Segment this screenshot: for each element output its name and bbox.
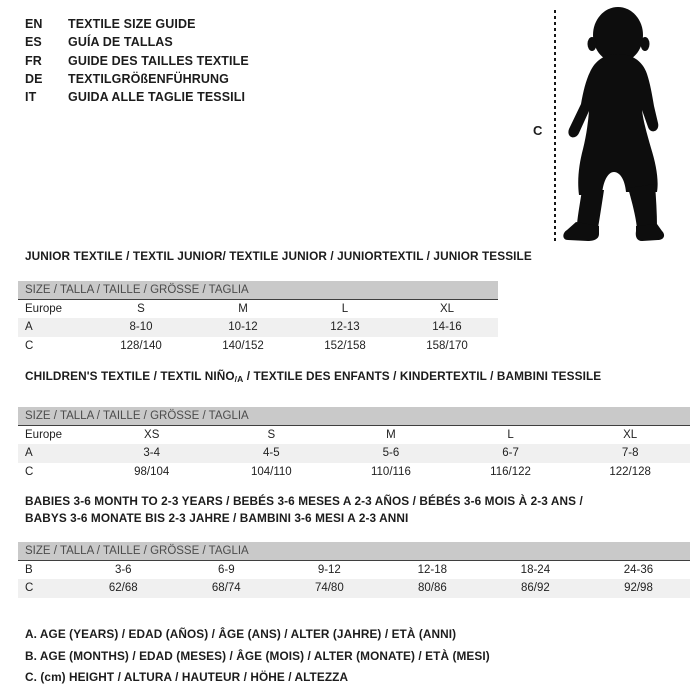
table-row	[18, 463, 690, 482]
size-cell: 128/140	[120, 339, 162, 352]
size-cell: 3-6	[72, 561, 175, 580]
size-cell: 80/86	[417, 582, 447, 595]
row-label: Europe	[18, 300, 90, 319]
section-title-line	[25, 248, 690, 265]
size-cell: M	[192, 300, 294, 319]
section-title-text: JUNIOR TEXTILE / TEXTIL JUNIOR/ TEXTILE JUNIOR / JUNIORTEXTIL / JUNIOR TESSILE	[25, 249, 532, 263]
size-header-bar: SIZE / TALLA / TAILLE / GRÖSSE / TAGLIA	[18, 281, 498, 299]
size-table	[18, 425, 690, 481]
size-cell: 18-24	[484, 561, 587, 580]
section-title-text: /A	[234, 374, 244, 384]
size-cell: 158/170	[426, 339, 468, 352]
size-cell: 7-8	[621, 447, 639, 460]
size-cell: 24-36	[587, 561, 690, 580]
table-row	[18, 318, 498, 337]
table-row	[18, 337, 498, 356]
table-row	[18, 579, 690, 598]
section-title-text: / TEXTILE DES ENFANTS / KINDERTEXTIL / BAMBINI TESSILE	[243, 369, 602, 383]
baby-silhouette-icon	[558, 4, 695, 246]
language-code: EN	[25, 17, 43, 31]
row-label: C	[25, 465, 34, 478]
size-cell: 4-5	[263, 447, 280, 460]
size-cell: L	[294, 300, 396, 319]
section-title-text: CHILDREN'S TEXTILE / TEXTIL NIÑO	[25, 369, 235, 383]
row-label: B	[18, 561, 72, 580]
size-cell: 110/116	[370, 465, 411, 478]
section-title	[25, 368, 690, 388]
size-table	[18, 560, 690, 598]
row-label: C	[25, 582, 34, 595]
language-title-list	[25, 15, 249, 106]
size-cell: 68/74	[211, 582, 241, 595]
size-cell: XL	[570, 426, 690, 445]
table-row	[18, 561, 690, 580]
size-cell: 12-13	[330, 321, 360, 334]
size-cell: 9-12	[278, 561, 381, 580]
size-cell: 152/158	[324, 339, 366, 352]
size-cell: 92/98	[624, 582, 653, 595]
size-cell: 3-4	[143, 447, 161, 460]
size-cell: 62/68	[108, 582, 138, 595]
size-cell: 8-10	[129, 321, 153, 334]
footnote: A. AGE (YEARS) / EDAD (AÑOS) / ÂGE (ANS) / ALTER (JAHRE) / ETÀ (ANNI)	[25, 627, 457, 641]
size-section-babies	[18, 493, 690, 598]
section-title-line	[25, 368, 690, 388]
language-row	[25, 88, 249, 106]
footnote-list	[25, 624, 490, 689]
section-title	[25, 248, 690, 265]
table-row	[18, 300, 498, 319]
size-section-children	[18, 368, 690, 481]
size-section-junior	[18, 248, 690, 355]
size-cell: S	[212, 426, 332, 445]
size-cell: 86/92	[521, 582, 550, 595]
row-label: A	[25, 321, 33, 334]
size-cell: 74/80	[314, 582, 344, 595]
section-title-line	[25, 510, 690, 527]
size-cell: 116/122	[490, 465, 531, 478]
size-cell: 140/152	[222, 339, 264, 352]
table-row	[18, 426, 690, 445]
footnote: B. AGE (MONTHS) / EDAD (MESES) / ÂGE (MOIS) / ALTER (MONATE) / ETÀ (MESI)	[25, 648, 490, 663]
size-cell: XS	[92, 426, 212, 445]
language-row	[25, 70, 249, 88]
size-cell: 10-12	[228, 321, 258, 334]
language-row	[25, 15, 249, 33]
section-title-line	[25, 493, 690, 510]
language-code: FR	[25, 53, 42, 68]
size-header-bar: SIZE / TALLA / TAILLE / GRÖSSE / TAGLIA	[18, 407, 690, 425]
guide-title: GUIDA ALLE TAGLIE TESSILI	[68, 90, 246, 105]
size-cell: 5-6	[382, 447, 400, 460]
size-cell: 6-9	[175, 561, 278, 580]
language-row	[25, 52, 249, 70]
row-label: A	[25, 447, 33, 460]
height-measure-label: C	[533, 123, 543, 138]
language-row	[25, 33, 249, 51]
footnote: C. (cm) HEIGHT / ALTURA / HAUTEUR / HÖHE / ALTEZZA	[25, 670, 349, 684]
guide-title: GUÍA DE TALLAS	[68, 35, 173, 50]
section-title-text: BABIES 3-6 MONTH TO 2-3 YEARS / BEBÉS 3-6 MESES A 2-3 AÑOS / BÉBÉS 3-6 MOIS À 2-3 ANS /	[25, 494, 583, 508]
table-row	[18, 444, 690, 463]
language-code: ES	[25, 35, 42, 50]
size-table	[18, 299, 498, 355]
size-cell: L	[451, 426, 571, 445]
size-cell: 6-7	[502, 447, 519, 460]
size-cell: XL	[396, 300, 498, 319]
row-label: C	[25, 339, 34, 352]
row-label: Europe	[18, 426, 92, 445]
guide-title: GUIDE DES TAILLES TEXTILE	[68, 53, 249, 68]
size-cell: 12-18	[381, 561, 484, 580]
size-cell: 98/104	[134, 465, 170, 478]
guide-title: TEXTILE SIZE GUIDE	[68, 17, 196, 31]
size-cell: 14-16	[432, 321, 462, 334]
size-cell: 104/110	[250, 465, 292, 478]
language-code: IT	[25, 90, 37, 105]
size-cell: S	[90, 300, 192, 319]
size-cell: M	[331, 426, 451, 445]
language-code: DE	[25, 71, 43, 86]
section-title-text: BABYS 3-6 MONATE BIS 2-3 JAHRE / BAMBINI 3-6 MESI A 2-3 ANNI	[25, 511, 409, 525]
guide-title: TEXTILGRÖßENFÜHRUNG	[68, 71, 229, 86]
size-header-bar: SIZE / TALLA / TAILLE / GRÖSSE / TAGLIA	[18, 542, 690, 560]
size-cell: 122/128	[609, 465, 651, 478]
height-measure-dashed-line	[554, 10, 556, 243]
section-title	[25, 493, 690, 527]
